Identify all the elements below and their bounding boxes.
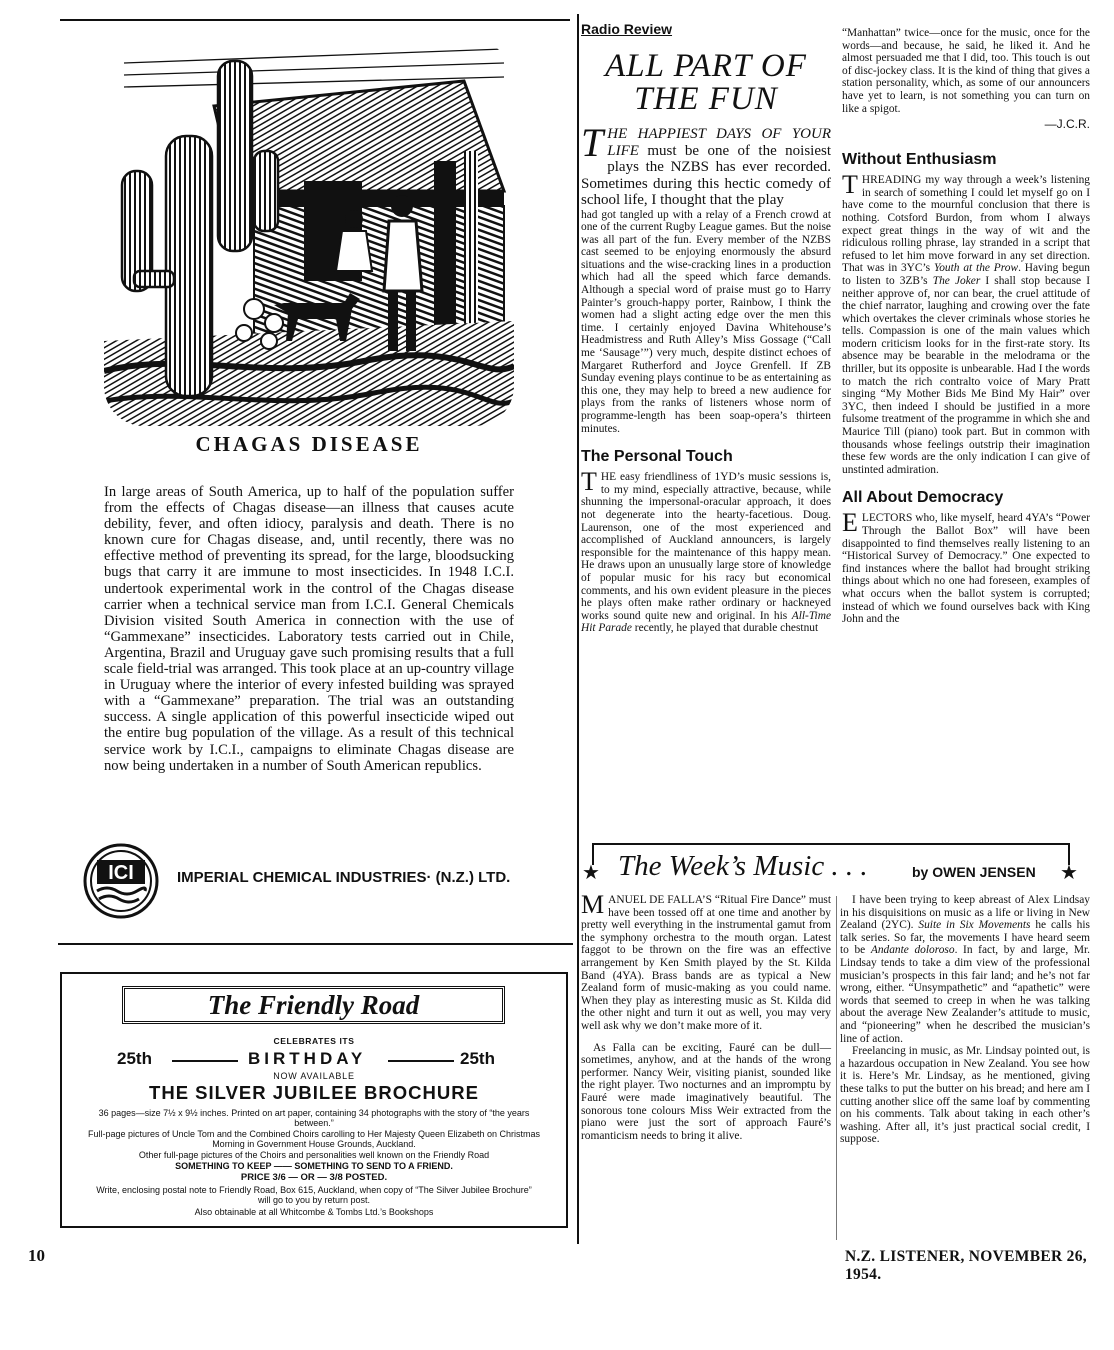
radio-headline: ALL PART OF THE FUN	[605, 48, 807, 117]
chagas-body: In large areas of South America, up to half of the population suffer from the effects of Chagas disease—an illness that causes acute debility, fever, and often idiocy, paralysis and death. There is no known cure for Chagas disease, and, until recently, there was no effective method of preventing its spread, for the large, bloodsucking bugs that carry it are immune to most insecticides. In 1948 I.C.I. undertook experimental work in the control of the Chagas disease carrier when a technical service man from I.C.I. General Chemicals Division visited South America in connection with the use of “Gammexane” insecticides. Laboratory tests carried out in Chile, Argentina, Brazil and Uruguay gave such promising results that a full scale field-trial was arranged. This took place at an up-country village in Uruguay where the interior of every infested building was sprayed with a “Gammexane” preparation. The trial was an outstanding success. A single application of this powerful insecticide wiped out the entire bug population of the village. As a result of this technical service work by I.C.I., campaigns to eliminate Chagas disease are now being undertaken in a number of South American republics.	[104, 484, 514, 774]
dropcap-m: M	[581, 890, 605, 919]
now-available-text: NOW AVAILABLE	[273, 1071, 355, 1081]
woodcut-illustration	[104, 41, 514, 426]
ici-company-name: IMPERIAL CHEMICAL INDUSTRIES· (N.Z.) LTD.	[177, 869, 511, 886]
brochure-line-4: SOMETHING TO KEEP —— SOMETHING TO SEND TO A FRIEND.	[175, 1161, 453, 1171]
music-title: The Week’s Music . . .	[618, 850, 868, 882]
personal-body-b: recently, he played that durable chestnut	[631, 622, 819, 635]
col2-italic-1: Suite in Six Movements	[918, 919, 1031, 932]
personal-touch-body	[581, 467, 831, 635]
music-col1	[581, 890, 831, 1142]
top-rule-mid	[577, 14, 579, 1244]
personal-body-a: HE easy friendliness of 1YD’s music sessions is, to my mind, especially attractive, because, while shunning the impersonal-oracular approach, it does not degenerate into the hearty-facetious. Doug. Laurenson, one of the most experienced and accomplished of Auckland announcers, is largely responsible for the maintenance of this happy mean. He draws upon an unusually large store of knowledge of popular music for his racy but economical comments, and his own evident pleasure in the pieces he plays often make rather ordinary or hackneyed works sound quite new and original. In his	[581, 471, 831, 622]
ici-logo-text: ICI	[108, 862, 134, 884]
music-col2-para2: Freelancing in music, as Mr. Lindsay pointed out, is a hazardous occupation in New Zealand. You see how it is. Here’s Mr. Lindsay, as he mentioned, giving these talks to put the butter on his bread; and here am I cutting another slice off the same loaf by commenting on his comments. Talk about taking in each other’s washing. After all, it’s just practical social credit, I suppose.	[840, 1045, 1090, 1146]
brochure-line-3: Other full-page pictures of the Choirs and personalities well known on the Friendly Road	[138, 1150, 490, 1160]
manhattan-para: “Manhattan” twice—once for the music, once for the words—and because, he said, he liked it. And he almost persuaded me that I did, too. This touch is out of disc-jockey class. It is the kind of thing that gives a station personality, which, as some of our announcers have yet to learn, is not something you can turn on like a spigot.	[842, 27, 1090, 115]
mid-rule-left	[58, 943, 573, 945]
birthday-line-right	[388, 1060, 454, 1062]
music-col1-a: ANUEL DE FALLA’S “Ritual Fire Dance” must have been tossed off at one time and another by pretty well everything in the instrumental gamut from the symphony orchestra to the mouth organ. Latest faggot to be thrown on the fire was an effective arrangement by Ken Smith played by the St. Kilda Band (4YA). Brass bands are as typical a New Zealand form of music-making as you could name. When they play as interesting music as St. Kilda did the other night and turn it out as well, you may very well ask why we don’t make more of it.	[581, 894, 831, 1032]
intro-italic: HE HAPPIEST DAYS OF YOUR LIFE	[607, 126, 831, 159]
heading-personal-touch: The Personal Touch	[581, 448, 733, 466]
friendly-road-ad	[60, 972, 568, 1228]
music-col2-para1	[840, 894, 1090, 1045]
without-c: I shall stop because I neither approve of, nor can bear, the cruel attitude of the chief narrator, laughing and crowing over the fate which overtakes the clever criminals whose stories he tells. Compassion is one of the main values which modern criticism looks for in the first-rate story. Its absence may be bearable in the melodrama or the thriller, but its opposite is unbearable. Had I the words to match the rich contralto voice of Mary Pratt singing “My Mother Bids Me Bind My Hair” over 3YC, then indeed I should be justified in a more fulsome treatment of the programme in which she and Maurice Till (piano) took part. But in common with thousands whose feelings outstrip their imagination these few words are the only indication I can give of unstinted admiration.	[842, 274, 1091, 476]
radio-intro	[581, 120, 831, 209]
music-col2	[840, 894, 1090, 1146]
chagas-title: CHAGAS DISEASE	[195, 432, 423, 456]
music-rule-top	[592, 843, 1070, 845]
without-a: HREADING my way through a week’s listening in search of something I could let myself go on I have come to the mournful conclusion that there is nothing. Cotsford Burdon, from whom I always expect great things in the way of wit and the ridiculous rolling phrase, lay stranded in a script that refused to let him move forward in any set direction. That was in 3YC’s	[842, 174, 1090, 275]
without-b: . Having begun to listen to 3ZB’s	[842, 262, 1090, 287]
brochure-line-1: 36 pages—size 7½ x 9½ inches. Printed on art paper, containing 34 photographs with the story of “the years between.”	[98, 1108, 530, 1128]
masthead: N.Z. LISTENER, NOVEMBER 26, 1954.	[845, 1248, 1087, 1283]
brochure-title: THE SILVER JUBILEE BROCHURE	[149, 1082, 479, 1103]
birthday-line-left	[172, 1060, 238, 1062]
brochure-price: PRICE 3/6 — OR — 3/8 POSTED.	[240, 1172, 388, 1183]
birthday-text: BIRTHDAY	[248, 1049, 367, 1068]
radio-col2	[842, 27, 1090, 626]
without-enthusiasm-body	[842, 170, 1091, 476]
democracy-text: LECTORS who, like myself, heard 4YA’s “Power Through the Ballot Box” will have been disappointed to find themselves really listening to an “Historical Survey of Democracy.” One expected to find instances where the ballot had brought striking things about which no one had foreseen, examples of what occurs when the ballot system is corrupted; instead of which we found ourselves back with King John and the	[842, 512, 1090, 626]
ici-roundel-icon	[83, 843, 159, 919]
friendly-road-title-box	[122, 986, 505, 1024]
without-italic-1: Youth at the Prow	[933, 262, 1019, 275]
heading-without-enthusiasm: Without Enthusiasm	[842, 151, 997, 169]
celebrates-text: CELEBRATES ITS	[273, 1036, 355, 1046]
right-25th: 25th	[460, 1049, 495, 1068]
brochure-line-6: Also obtainable at all Whitcombe & Tombs Ltd.’s Bookshops	[194, 1207, 434, 1217]
col2-a1: I have been trying to keep abreast of Alex Lindsay in his disquisitions on music as a life or living in New Zealand (2YC).	[840, 894, 1090, 932]
dropcap-without: T	[842, 170, 858, 200]
intro-rest: must be one of the noisiest plays the NZBS has ever recorded. Sometimes during this hectic comedy of school life, I thought that the play	[581, 142, 831, 208]
friendly-road-title: The Friendly Road	[207, 990, 420, 1020]
page-number: 10	[28, 1246, 45, 1265]
brochure-line-2: Full-page pictures of Uncle Tom and the Combined Choirs carolling to Her Majesty Queen Elizabeth on Christmas Morning in Government House Grounds, Auckland.	[87, 1129, 541, 1149]
col2-a3: . In fact, by and large, Mr. Lindsay tends to take a dim view of the professional musician’s prospects in this fair land; and he’s not far wrong, either. “Unsympathetic” and “apathetic” were words that seemed to creep in when he was talking about the average New Zealander’s attitude to music, and “pioneering” when he described the musician’s line of action.	[840, 944, 1090, 1045]
radio-col1-body: had got tangled up with a relay of a French crowd at one of the current Rugby League games. But the noise was all part of the fun. Every member of the NZBS cast seemed to be enjoying enormously the absurd situations and the wise-cracking lines in a production which had all the speed which farce demands. Although a special word of praise must go to Harry Painter’s grouch-happy porter, Rainbow, I think the women had a slight acting edge over the men this time. I certainly enjoyed Davina Whitehouse’s Headmistress and Ruth Alley’s Miss Gossage (“Call me ‘Sausage’”) very much, despite distinct echoes of Margaret Rutherford and Joyce Grenfell. If ZB Sunday evening plays continue to be as entertaining as this one, they may help to breed a new audience for plays from the ranks of listeners whose norm of programme-length has been soap-opera’s thirteen minutes.	[581, 208, 831, 435]
top-rule-left	[60, 19, 570, 21]
dropcap-t: T	[581, 120, 604, 165]
music-divider	[836, 896, 837, 1240]
democracy-body	[842, 508, 1090, 626]
signature-jcr: —J.C.R.	[1044, 117, 1090, 132]
ici-logo	[83, 843, 159, 919]
music-col1-para1	[581, 890, 831, 1033]
music-col1-para2: As Falla can be exciting, Fauré can be dull—sometimes, anyhow, and at the hands of the wrong performer. Nancy Weir, visiting pianist, sounded like the right player. Two nocturnes and an impromptu by Fauré were made imaginatively beautiful. The sonorous tone colours Miss Weir extracted from the piano were just the sort of approach Fauré’s romanticism needs to bring it alive.	[581, 1041, 831, 1142]
star-left-icon: ★	[582, 862, 600, 884]
music-byline: by OWEN JENSEN	[912, 864, 1036, 880]
brochure-line-5: Write, enclosing postal note to Friendly Road, Box 615, Auckland, when copy of “The Silver Jubilee Brochure” will go to you by return post.	[96, 1185, 532, 1205]
col2-italic-2: Andante doloroso	[870, 944, 955, 957]
left-25th: 25th	[117, 1049, 152, 1068]
dropcap-democracy: E	[842, 508, 858, 538]
star-right-icon: ★	[1060, 862, 1078, 884]
personal-italic: All-Time Hit Parade	[581, 609, 831, 635]
radio-col1	[581, 120, 831, 635]
col2-a2: he calls his talk series. So far, the movements I have heard seem to be	[840, 919, 1090, 957]
without-italic-2: The Joker	[932, 274, 981, 287]
heading-all-about-democracy: All About Democracy	[842, 489, 1004, 507]
cactus-hut-woodcut-icon	[104, 41, 514, 426]
section-label: Radio Review	[581, 21, 673, 37]
dropcap-personal: T	[581, 467, 597, 497]
